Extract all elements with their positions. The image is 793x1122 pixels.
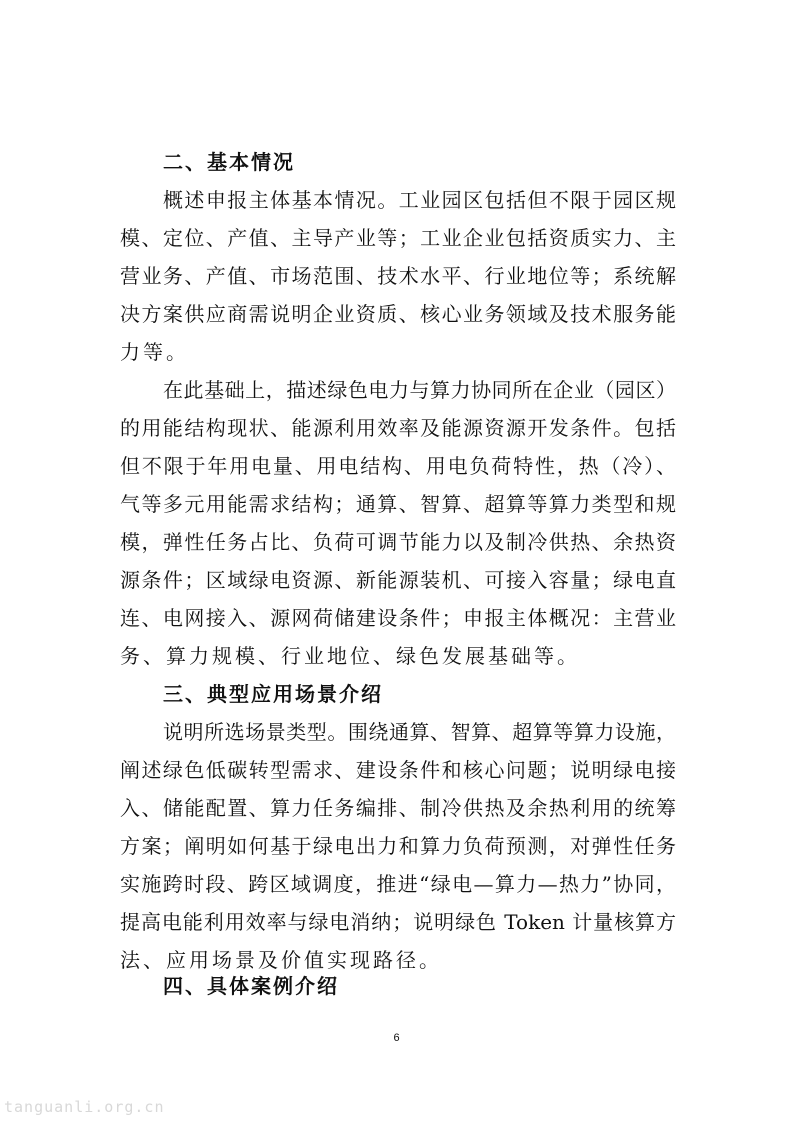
- paragraph-line: 入、储能配置、算力任务编排、制冷供热及余热利用的统筹: [120, 796, 676, 820]
- paragraph-line: 营业务、产值、市场范围、技术水平、行业地位等；系统解: [120, 264, 676, 288]
- paragraph-line: 方案；阐明如何基于绿电出力和算力负荷预测，对弹性任务: [120, 834, 676, 858]
- paragraph-line: 提高电能利用效率与绿电消纳；说明绿色 Token 计量核算方: [120, 910, 676, 934]
- paragraph-line: 法、应用场景及价值实现路径。: [120, 948, 442, 972]
- paragraph-line: 在此基础上，描述绿色电力与算力协同所在企业（园区）: [163, 378, 676, 402]
- section-heading-basic-info: 二、基本情况: [163, 150, 295, 174]
- paragraph-line: 务、算力规模、行业地位、绿色发展基础等。: [120, 644, 580, 668]
- paragraph-line: 的用能结构现状、能源利用效率及能源资源开发条件。包括: [120, 416, 676, 440]
- paragraph-line: 源条件；区域绿电资源、新能源装机、可接入容量；绿电直: [120, 568, 676, 592]
- paragraph-line: 概述申报主体基本情况。工业园区包括但不限于园区规: [163, 188, 676, 212]
- paragraph-line: 力等。: [120, 340, 189, 364]
- section-heading-case-studies: 四、具体案例介绍: [163, 974, 339, 998]
- section-heading-typical-scenarios: 三、典型应用场景介绍: [163, 682, 383, 706]
- paragraph-line: 决方案供应商需说明企业资质、核心业务领域及技术服务能: [120, 302, 676, 326]
- paragraph-line: 气等多元用能需求结构；通算、智算、超算等算力类型和规: [120, 492, 676, 516]
- paragraph-line: 实施跨时段、跨区域调度，推进“绿电—算力—热力”协同，: [120, 872, 676, 896]
- paragraph-line: 模，弹性任务占比、负荷可调节能力以及制冷供热、余热资: [120, 530, 676, 554]
- paragraph-line: 说明所选场景类型。围绕通算、智算、超算等算力设施，: [163, 720, 676, 744]
- watermark: tanguanli.org.cn: [4, 1098, 165, 1116]
- paragraph-line: 连、电网接入、源网荷储建设条件；申报主体概况：主营业: [120, 606, 676, 630]
- paragraph-line: 阐述绿色低碳转型需求、建设条件和核心问题；说明绿电接: [120, 758, 676, 782]
- paragraph-line: 模、定位、产值、主导产业等；工业企业包括资质实力、主: [120, 226, 676, 250]
- page-number: 6: [393, 1032, 400, 1044]
- paragraph-line: 但不限于年用电量、用电结构、用电负荷特性，热（冷）、: [120, 454, 676, 478]
